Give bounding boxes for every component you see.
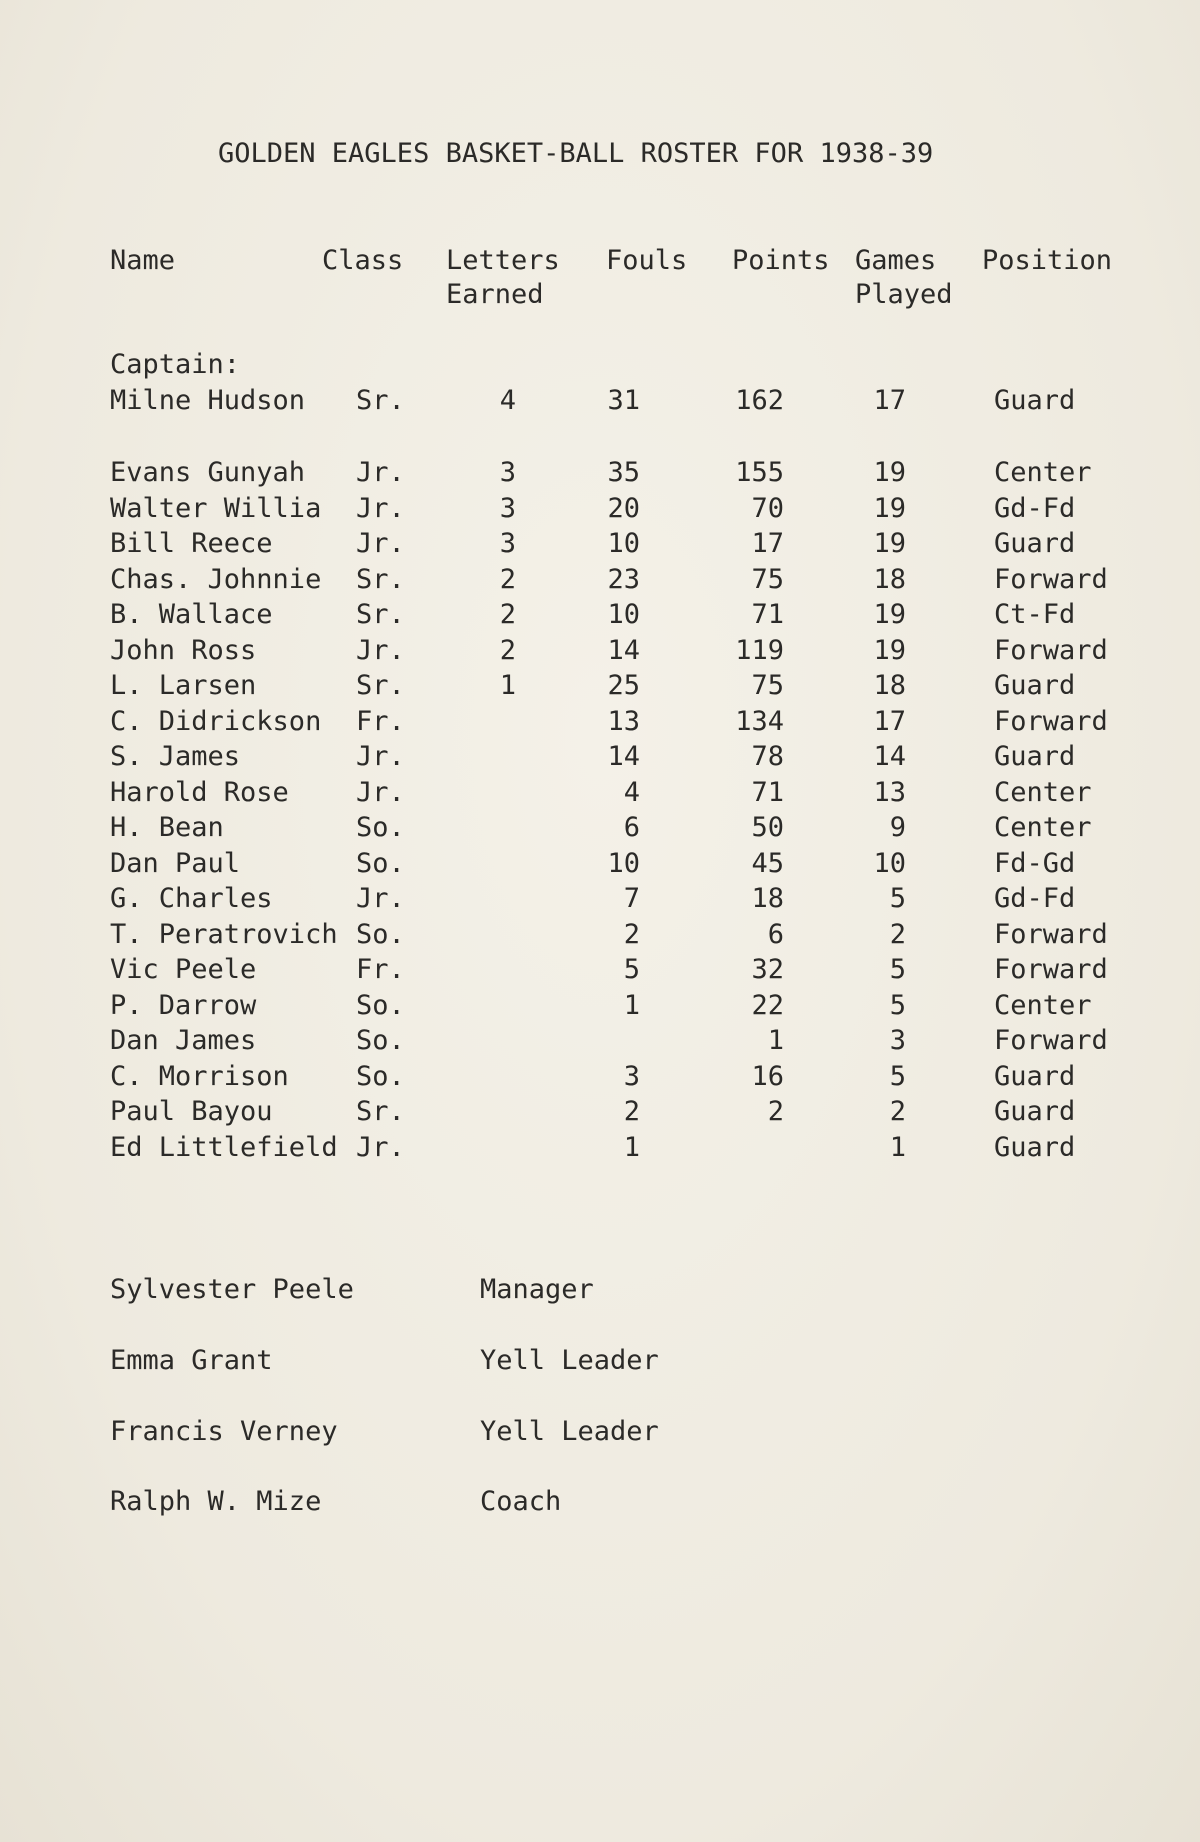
- player-games-cell: 17: [873, 705, 906, 737]
- player-name-cell: Harold Rose: [110, 776, 289, 808]
- player-games-cell: 3: [889, 1025, 906, 1056]
- player-name-cell: H. Bean: [110, 812, 224, 843]
- player-name-cell: Evans Gunyah: [110, 457, 306, 488]
- player-fouls-cell: 3: [623, 1060, 640, 1092]
- player-points-cell: 16: [751, 1060, 784, 1092]
- player-class-cell: So.: [356, 812, 405, 843]
- player-fouls-cell: 25: [607, 670, 640, 701]
- player-games-cell: 1: [889, 1131, 906, 1163]
- player-games-cell: 19: [873, 528, 906, 559]
- staff-role: Manager: [480, 1274, 594, 1305]
- player-position-cell: Gd-Fd: [994, 883, 1076, 914]
- staff-role: Yell Leader: [480, 1345, 659, 1376]
- player-position-cell: Guard: [994, 741, 1076, 772]
- player-fouls-cell: 14: [607, 634, 640, 666]
- player-class-cell: Jr.: [356, 528, 405, 559]
- player-class-cell: Jr.: [356, 634, 405, 666]
- player-name-cell: Vic Peele: [110, 954, 257, 985]
- player-position-cell: Guard: [994, 670, 1076, 701]
- player-points-cell: 1: [767, 1025, 784, 1056]
- player-points-cell: 75: [751, 670, 784, 701]
- player-points-cell: 32: [751, 954, 784, 985]
- player-name-cell: John Ross: [110, 634, 257, 666]
- player-position-cell: Ct-Fd: [994, 599, 1076, 630]
- player-name-cell: Chas. Johnnie: [110, 563, 322, 595]
- staff-role: Coach: [480, 1486, 562, 1517]
- header-name: Name: [110, 245, 176, 276]
- player-fouls-cell: 10: [607, 599, 640, 630]
- player-games-cell: 10: [873, 847, 906, 879]
- header-points: Points: [732, 245, 830, 276]
- player-games-cell: 5: [889, 1060, 906, 1092]
- player-points-cell: 119: [735, 634, 784, 666]
- player-points-cell: 75: [751, 563, 784, 595]
- player-position-cell: Forward: [994, 918, 1108, 950]
- player-class-cell: Jr.: [356, 883, 405, 914]
- player-fouls-cell: 1: [623, 1131, 640, 1163]
- player-points-cell: 2: [767, 1096, 784, 1127]
- player-class-cell: Sr.: [356, 563, 405, 595]
- player-class-cell: So.: [356, 1060, 405, 1092]
- player-points-cell: 71: [751, 776, 784, 808]
- player-fouls-cell: 7: [623, 883, 640, 914]
- player-name-cell: C. Morrison: [110, 1060, 289, 1092]
- player-class-cell: Fr.: [356, 954, 405, 985]
- player-class-cell: So.: [356, 989, 405, 1021]
- player-position-cell: Forward: [994, 954, 1108, 985]
- player-name-cell: S. James: [110, 741, 241, 772]
- player-class-cell: Sr.: [356, 385, 405, 416]
- player-position-cell: Guard: [994, 385, 1076, 416]
- player-position-cell: Forward: [994, 634, 1108, 666]
- player-fouls-cell: 14: [607, 741, 640, 772]
- player-games-cell: 2: [889, 918, 906, 950]
- player-class-cell: Sr.: [356, 599, 405, 630]
- player-name-cell: Dan James: [110, 1025, 257, 1056]
- staff-name: Ralph W. Mize: [110, 1486, 322, 1517]
- player-letters-cell: 3: [499, 492, 516, 524]
- player-class-cell: Jr.: [356, 741, 405, 772]
- player-class-cell: Fr.: [356, 705, 405, 737]
- player-points-cell: 17: [751, 528, 784, 559]
- header-position: Position: [982, 245, 1113, 276]
- player-games-cell: 13: [873, 776, 906, 808]
- header-games: Games: [855, 245, 937, 276]
- player-games-cell: 9: [889, 812, 906, 843]
- player-points-cell: 78: [751, 741, 784, 772]
- player-fouls-cell: 10: [607, 528, 640, 559]
- player-position-cell: Fd-Gd: [994, 847, 1076, 879]
- header-letters: Letters: [446, 245, 560, 276]
- player-position-cell: Gd-Fd: [994, 492, 1076, 524]
- player-name-cell: L. Larsen: [110, 670, 257, 701]
- player-letters-cell: 2: [499, 563, 516, 595]
- player-class-cell: Sr.: [356, 1096, 405, 1127]
- player-class-cell: Jr.: [356, 457, 405, 488]
- player-name-cell: T. Peratrovich: [110, 918, 338, 950]
- player-class-cell: So.: [356, 1025, 405, 1056]
- player-name-cell: Paul Bayou: [110, 1096, 273, 1127]
- staff-name: Sylvester Peele: [110, 1274, 354, 1305]
- player-letters-cell: 2: [499, 634, 516, 666]
- player-class-cell: So.: [356, 918, 405, 950]
- player-games-cell: 18: [873, 563, 906, 595]
- player-fouls-cell: 23: [607, 563, 640, 595]
- player-name-cell: P. Darrow: [110, 989, 257, 1021]
- player-class-cell: Sr.: [356, 670, 405, 701]
- player-games-cell: 19: [873, 634, 906, 666]
- player-position-cell: Center: [994, 812, 1092, 843]
- player-points-cell: 18: [751, 883, 784, 914]
- player-position-cell: Guard: [994, 1060, 1076, 1092]
- header-fouls: Fouls: [606, 245, 688, 276]
- player-position-cell: Guard: [994, 528, 1076, 559]
- player-name-cell: Bill Reece: [110, 528, 273, 559]
- player-points-cell: 6: [767, 918, 784, 950]
- player-letters-cell: 3: [499, 528, 516, 559]
- player-name-cell: Milne Hudson: [110, 385, 306, 416]
- player-games-cell: 5: [889, 883, 906, 914]
- player-points-cell: 162: [735, 385, 784, 416]
- player-games-cell: 19: [873, 492, 906, 524]
- player-name-cell: Walter Willia: [110, 492, 322, 524]
- player-class-cell: Jr.: [356, 492, 405, 524]
- player-name-cell: B. Wallace: [110, 599, 273, 630]
- player-letters-cell: 3: [499, 457, 516, 488]
- player-games-cell: 19: [873, 457, 906, 488]
- player-position-cell: Forward: [994, 563, 1108, 595]
- player-games-cell: 5: [889, 989, 906, 1021]
- staff-name: Emma Grant: [110, 1345, 273, 1376]
- player-position-cell: Center: [994, 776, 1092, 808]
- player-games-cell: 19: [873, 599, 906, 630]
- player-fouls-cell: 31: [607, 385, 640, 416]
- player-fouls-cell: 2: [623, 918, 640, 950]
- staff-role: Yell Leader: [480, 1416, 659, 1447]
- roster-title: GOLDEN EAGLES BASKET-BALL ROSTER FOR 1938-39: [218, 138, 934, 169]
- player-class-cell: Jr.: [356, 776, 405, 808]
- staff-name: Francis Verney: [110, 1416, 338, 1447]
- player-fouls-cell: 1: [623, 989, 640, 1021]
- player-position-cell: Forward: [994, 705, 1108, 737]
- player-points-cell: 71: [751, 599, 784, 630]
- player-fouls-cell: 2: [623, 1096, 640, 1127]
- player-fouls-cell: 20: [607, 492, 640, 524]
- player-fouls-cell: 13: [607, 705, 640, 737]
- player-games-cell: 2: [889, 1096, 906, 1127]
- player-letters-cell: 1: [499, 670, 516, 701]
- player-points-cell: 45: [751, 847, 784, 879]
- player-name-cell: Dan Paul: [110, 847, 241, 879]
- player-games-cell: 5: [889, 954, 906, 985]
- player-name-cell: Ed Littlefield: [110, 1131, 338, 1163]
- player-letters-cell: 4: [499, 385, 516, 416]
- player-position-cell: Forward: [994, 1025, 1108, 1056]
- player-name-cell: C. Didrickson: [110, 705, 322, 737]
- player-points-cell: 70: [751, 492, 784, 524]
- player-position-cell: Center: [994, 457, 1092, 488]
- player-points-cell: 50: [751, 812, 784, 843]
- player-points-cell: 155: [735, 457, 784, 488]
- player-class-cell: So.: [356, 847, 405, 879]
- player-games-cell: 18: [873, 670, 906, 701]
- player-fouls-cell: 4: [623, 776, 640, 808]
- header-class: Class: [322, 245, 404, 276]
- player-fouls-cell: 5: [623, 954, 640, 985]
- player-position-cell: Guard: [994, 1096, 1076, 1127]
- header-earned: Earned: [446, 279, 544, 310]
- player-points-cell: 134: [735, 705, 784, 737]
- header-played: Played: [855, 279, 953, 310]
- player-games-cell: 14: [873, 741, 906, 772]
- player-games-cell: 17: [873, 385, 906, 416]
- captain-label: Captain:: [110, 349, 241, 380]
- player-fouls-cell: 6: [623, 812, 640, 843]
- player-fouls-cell: 35: [607, 457, 640, 488]
- player-fouls-cell: 10: [607, 847, 640, 879]
- player-name-cell: G. Charles: [110, 883, 273, 914]
- player-class-cell: Jr.: [356, 1131, 405, 1163]
- player-points-cell: 22: [751, 989, 784, 1021]
- player-letters-cell: 2: [499, 599, 516, 630]
- player-position-cell: Guard: [994, 1131, 1076, 1163]
- player-position-cell: Center: [994, 989, 1092, 1021]
